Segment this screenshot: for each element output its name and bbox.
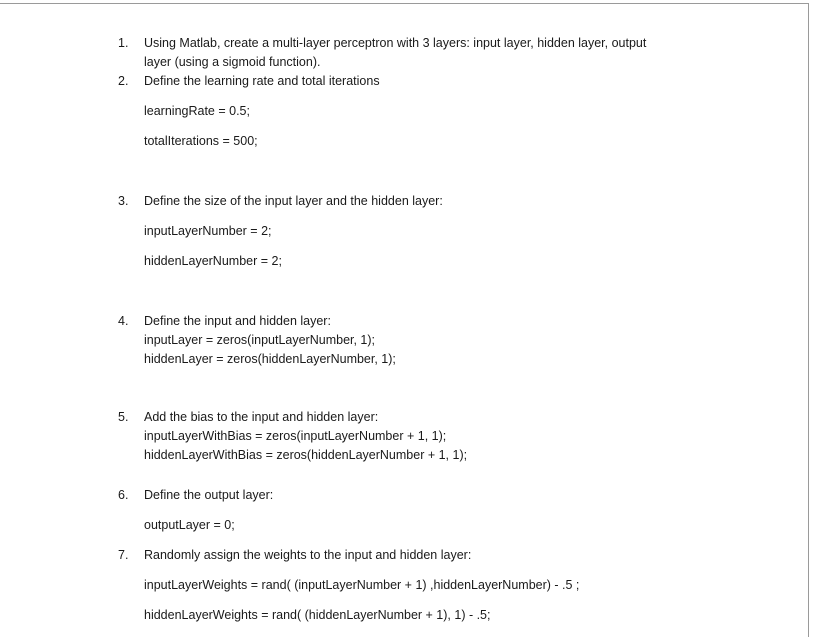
item-1-number: 1. — [118, 36, 129, 50]
item-3-code-2: hiddenLayerNumber = 2; — [144, 254, 282, 268]
item-4-line-2: inputLayer = zeros(inputLayerNumber, 1); — [144, 333, 376, 347]
item-4-line-1: Define the input and hidden layer: — [144, 314, 331, 328]
item-1-line-2: layer (using a sigmoid function). — [144, 55, 321, 69]
item-7-line-1: Randomly assign the weights to the input and hidden layer: — [144, 548, 472, 562]
item-5-line-1: Add the bias to the input and hidden layer: — [144, 410, 379, 424]
item-4-number: 4. — [118, 314, 129, 328]
item-6-code-1: outputLayer = 0; — [144, 518, 235, 532]
item-2-code-1: learningRate = 0.5; — [144, 104, 250, 118]
item-5-line-2: inputLayerWithBias = zeros(inputLayerNumber + 1, 1); — [144, 429, 447, 443]
item-3-line-1: Define the size of the input layer and the hidden layer: — [144, 194, 443, 208]
item-7-number: 7. — [118, 548, 129, 562]
item-7-code-1: inputLayerWeights = rand( (inputLayerNumber + 1) ,hiddenLayerNumber) - .5 ; — [144, 578, 580, 592]
item-6-number: 6. — [118, 488, 129, 502]
item-3-code-1: inputLayerNumber = 2; — [144, 224, 272, 238]
page-right-border — [808, 3, 809, 637]
item-7-code-2: hiddenLayerWeights = rand( (hiddenLayerNumber + 1), 1) - .5; — [144, 608, 491, 622]
item-5-number: 5. — [118, 410, 129, 424]
item-1-line-1: Using Matlab, create a multi-layer perceptron with 3 layers: input layer, hidden layer, output — [144, 36, 647, 50]
page-top-border — [0, 3, 808, 4]
item-5-line-3: hiddenLayerWithBias = zeros(hiddenLayerNumber + 1, 1); — [144, 448, 468, 462]
item-2-line-1: Define the learning rate and total iterations — [144, 74, 380, 88]
item-3-number: 3. — [118, 194, 129, 208]
item-4-line-3: hiddenLayer = zeros(hiddenLayerNumber, 1); — [144, 352, 396, 366]
item-2-code-2: totalIterations = 500; — [144, 134, 258, 148]
item-2-number: 2. — [118, 74, 129, 88]
item-6-line-1: Define the output layer: — [144, 488, 274, 502]
